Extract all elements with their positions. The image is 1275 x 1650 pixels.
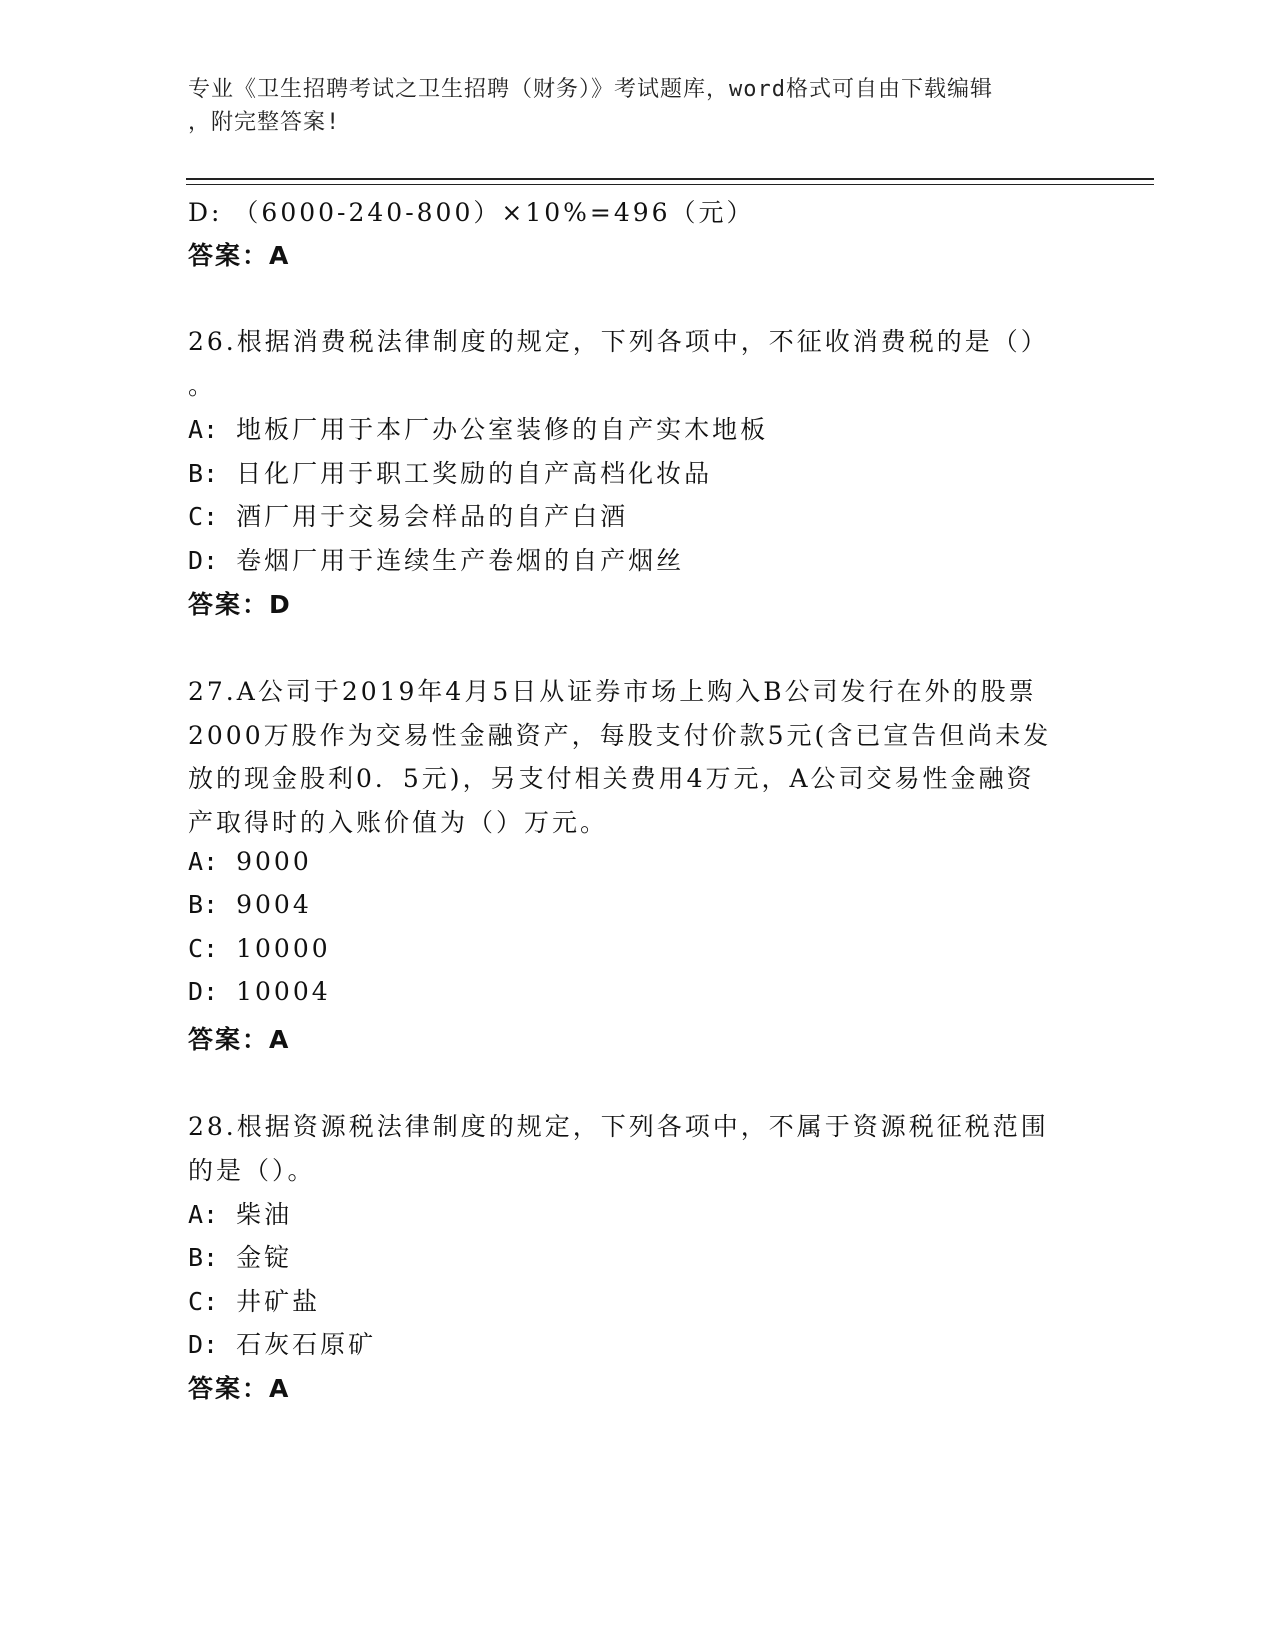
q26-option-a [188, 410, 768, 446]
q27-stem-line-4: 产取得时的入账价值为（）万元。 [188, 808, 609, 837]
option-text: 柴油 [236, 1200, 293, 1229]
q28-answer: 答案：A [188, 1374, 291, 1403]
option-letter: B: [188, 459, 219, 488]
option-letter: B: [188, 1243, 219, 1272]
option-letter: B: [188, 890, 219, 919]
prev-answer: 答案：A [188, 241, 291, 270]
option-letter: A: [188, 847, 219, 876]
q28-option-c [188, 1282, 320, 1318]
option-letter: D: [188, 546, 219, 575]
option-letter: A: [188, 1200, 219, 1229]
page-header [188, 73, 1068, 139]
prev-option-d: D: （6000-240-800）×10%=496（元） [188, 198, 755, 227]
option-text: 石灰石原矿 [236, 1330, 377, 1359]
q28-option-a [188, 1195, 292, 1231]
option-text: 井矿盐 [236, 1287, 321, 1316]
option-text: 9000 [236, 847, 312, 876]
option-text: 卷烟厂用于连续生产卷烟的自产烟丝 [236, 546, 685, 575]
option-text: 地板厂用于本厂办公室装修的自产实木地板 [236, 415, 769, 444]
option-letter: C: [188, 502, 219, 531]
q27-option-b [188, 890, 312, 919]
option-text: 9004 [236, 890, 312, 919]
q28-stem-line-1: 28.根据资源税法律制度的规定，下列各项中，不属于资源税征税范围 [188, 1112, 1049, 1141]
q28-stem-line-2: 的是（）。 [188, 1156, 316, 1185]
option-letter: D: [188, 977, 219, 1006]
option-letter: C: [188, 1287, 219, 1316]
q28-option-d [188, 1325, 376, 1361]
header-line-2: ，附完整答案! [188, 110, 341, 135]
q27-stem-line-2: 2000万股作为交易性金融资产，每股支付价款5元(含已宣告但尚未发 [188, 721, 1052, 750]
q27-option-d [188, 977, 331, 1006]
q26-stem-line-2: 。 [188, 371, 217, 400]
q26-answer: 答案：D [188, 590, 292, 619]
q27-option-a [188, 847, 312, 876]
q26-stem-line-1: 26.根据消费税法律制度的规定，下列各项中，不征收消费税的是（） [188, 327, 1049, 356]
option-text: 10000 [236, 934, 331, 963]
q26-option-d [188, 541, 684, 577]
q27-stem-line-1: 27.A公司于2019年4月5日从证券市场上购入B公司发行在外的股票 [188, 677, 1037, 706]
option-text: 10004 [236, 977, 331, 1006]
q27-option-c [188, 934, 331, 963]
q28-option-b [188, 1238, 292, 1274]
header-divider-thick [186, 178, 1154, 180]
option-text: 金锭 [236, 1243, 293, 1272]
option-text: 酒厂用于交易会样品的自产白酒 [236, 502, 629, 531]
header-divider-thin [186, 184, 1154, 185]
header-line-1: 专业《卫生招聘考试之卫生招聘（财务）》考试题库，word格式可自由下载编辑 [188, 77, 993, 102]
option-letter: A: [188, 415, 219, 444]
q26-option-c [188, 497, 628, 533]
option-letter: C: [188, 934, 219, 963]
q26-option-b [188, 454, 712, 490]
q27-answer: 答案：A [188, 1025, 291, 1054]
option-letter: D: [188, 1330, 219, 1359]
q27-stem-line-3: 放的现金股利0．5元)，另支付相关费用4万元，A公司交易性金融资 [188, 764, 1035, 793]
option-text: 日化厂用于职工奖励的自产高档化妆品 [236, 459, 713, 488]
